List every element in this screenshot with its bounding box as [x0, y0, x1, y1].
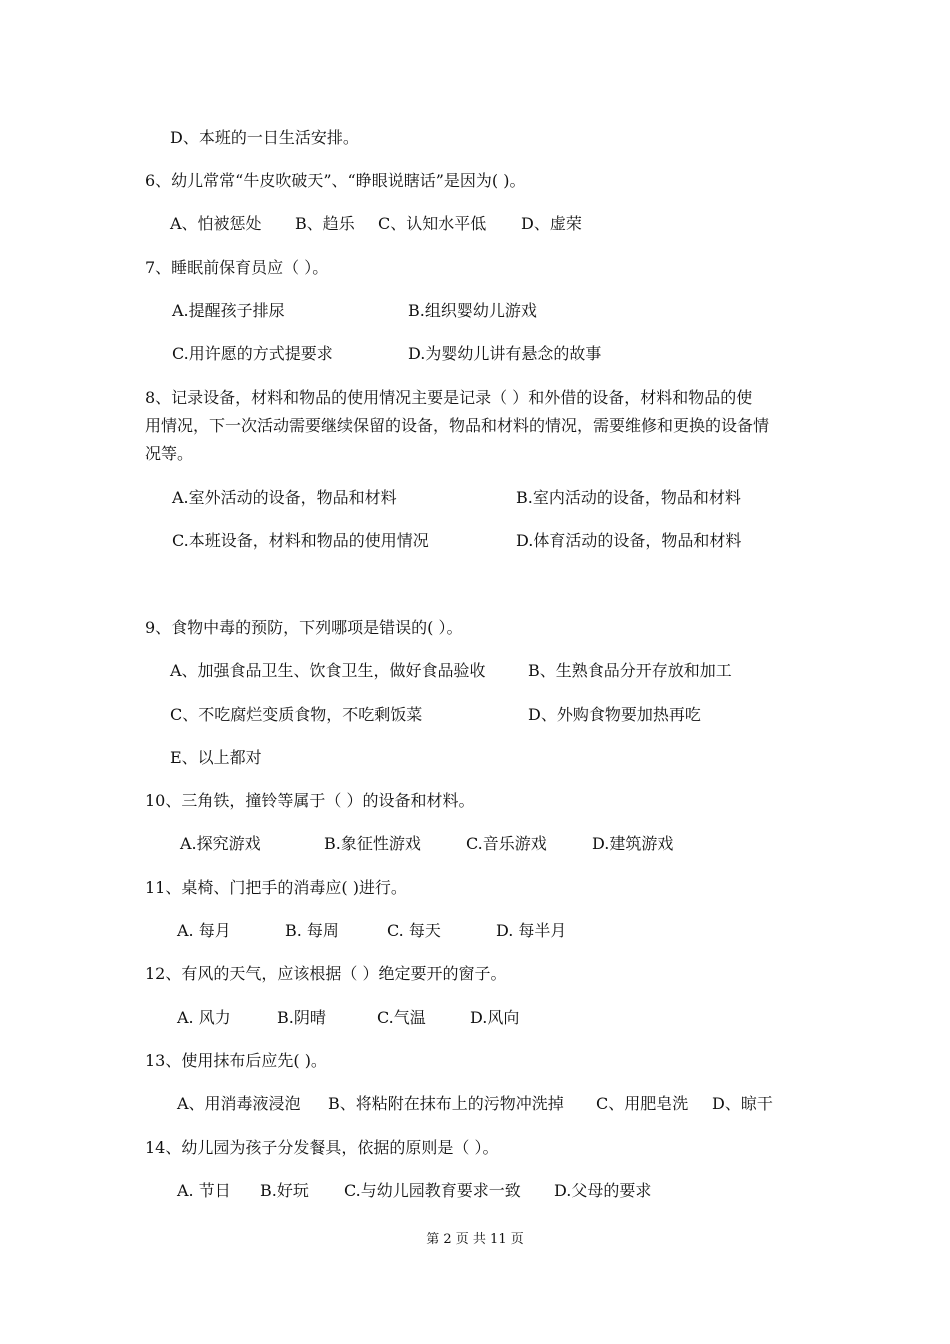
q7-option-d: D.为婴幼儿讲有悬念的故事 [408, 344, 602, 363]
q9-option-a: A、加强食品卫生、饮食卫生，做好食品验收 [170, 661, 486, 680]
q6-option-a: A、怕被惩处 [170, 214, 262, 233]
q12-option-d: D.风向 [470, 1008, 520, 1027]
q14-option-c: C.与幼儿园教育要求一致 [344, 1181, 521, 1200]
q13-option-d: D、晾干 [712, 1094, 773, 1113]
q10-option-a: A.探究游戏 [180, 834, 261, 853]
q11-option-a: A. 每月 [177, 921, 231, 940]
question-12: 12、有风的天气，应该根据（ ）绝定要开的窗子。 [145, 964, 507, 983]
q12-option-a: A. 风力 [177, 1008, 231, 1027]
q10-option-b: B.象征性游戏 [324, 834, 421, 853]
q9-option-e: E、以上都对 [170, 748, 262, 767]
q8-option-c: C.本班设备，材料和物品的使用情况 [172, 531, 429, 550]
q11-option-b: B. 每周 [285, 921, 339, 940]
q12-option-b: B.阴晴 [277, 1008, 326, 1027]
q12-option-c: C.气温 [377, 1008, 426, 1027]
question-14: 14、幼儿园为孩子分发餐具，依据的原则是（ ）。 [145, 1138, 499, 1157]
question-8-line-2: 用情况，下一次活动需要继续保留的设备，物品和材料的情况，需要维修和更换的设备情 [145, 416, 770, 435]
q11-option-c: C. 每天 [387, 921, 441, 940]
q14-option-d: D.父母的要求 [554, 1181, 652, 1200]
q7-option-a: A.提醒孩子排尿 [172, 301, 285, 320]
question-10: 10、三角铁，撞铃等属于（ ）的设备和材料。 [145, 791, 475, 810]
q9-option-c: C、不吃腐烂变质食物，不吃剩饭菜 [170, 705, 423, 724]
question-13: 13、使用抹布后应先( )。 [145, 1051, 327, 1070]
question-8-line-3: 况等。 [145, 444, 194, 463]
q6-option-c: C、认知水平低 [378, 214, 487, 233]
option-d-q5: D、本班的一日生活安排。 [170, 128, 359, 147]
question-6: 6、幼儿常常“牛皮吹破天”、“睁眼说瞎话”是因为( )。 [145, 171, 526, 190]
q6-option-d: D、虚荣 [521, 214, 582, 233]
question-7: 7、睡眠前保育员应（ ）。 [145, 258, 329, 277]
page-footer: 第 2 页 共 11 页 [426, 1232, 524, 1247]
q8-option-b: B.室内活动的设备，物品和材料 [516, 488, 741, 507]
q10-option-c: C.音乐游戏 [466, 834, 547, 853]
q8-option-d: D.体育活动的设备，物品和材料 [516, 531, 742, 550]
q7-option-c: C.用许愿的方式提要求 [172, 344, 333, 363]
q10-option-d: D.建筑游戏 [592, 834, 674, 853]
q9-option-b: B、生熟食品分开存放和加工 [528, 661, 732, 680]
q13-option-a: A、用消毒液浸泡 [177, 1094, 301, 1113]
q11-option-d: D. 每半月 [496, 921, 567, 940]
question-8-line-1: 8、记录设备，材料和物品的使用情况主要是记录（ ）和外借的设备，材料和物品的使 [145, 388, 753, 407]
q9-option-d: D、外购食物要加热再吃 [528, 705, 701, 724]
q7-option-b: B.组织婴幼儿游戏 [408, 301, 537, 320]
q8-option-a: A.室外活动的设备，物品和材料 [172, 488, 397, 507]
q14-option-b: B.好玩 [260, 1181, 309, 1200]
question-11: 11、桌椅、门把手的消毒应( )进行。 [145, 878, 407, 897]
q13-option-b: B、将粘附在抹布上的污物冲洗掉 [328, 1094, 564, 1113]
q14-option-a: A. 节日 [177, 1181, 231, 1200]
q6-option-b: B、趋乐 [295, 214, 355, 233]
question-9: 9、食物中毒的预防，下列哪项是错误的( ）。 [145, 618, 463, 637]
q13-option-c: C、用肥皂洗 [596, 1094, 689, 1113]
